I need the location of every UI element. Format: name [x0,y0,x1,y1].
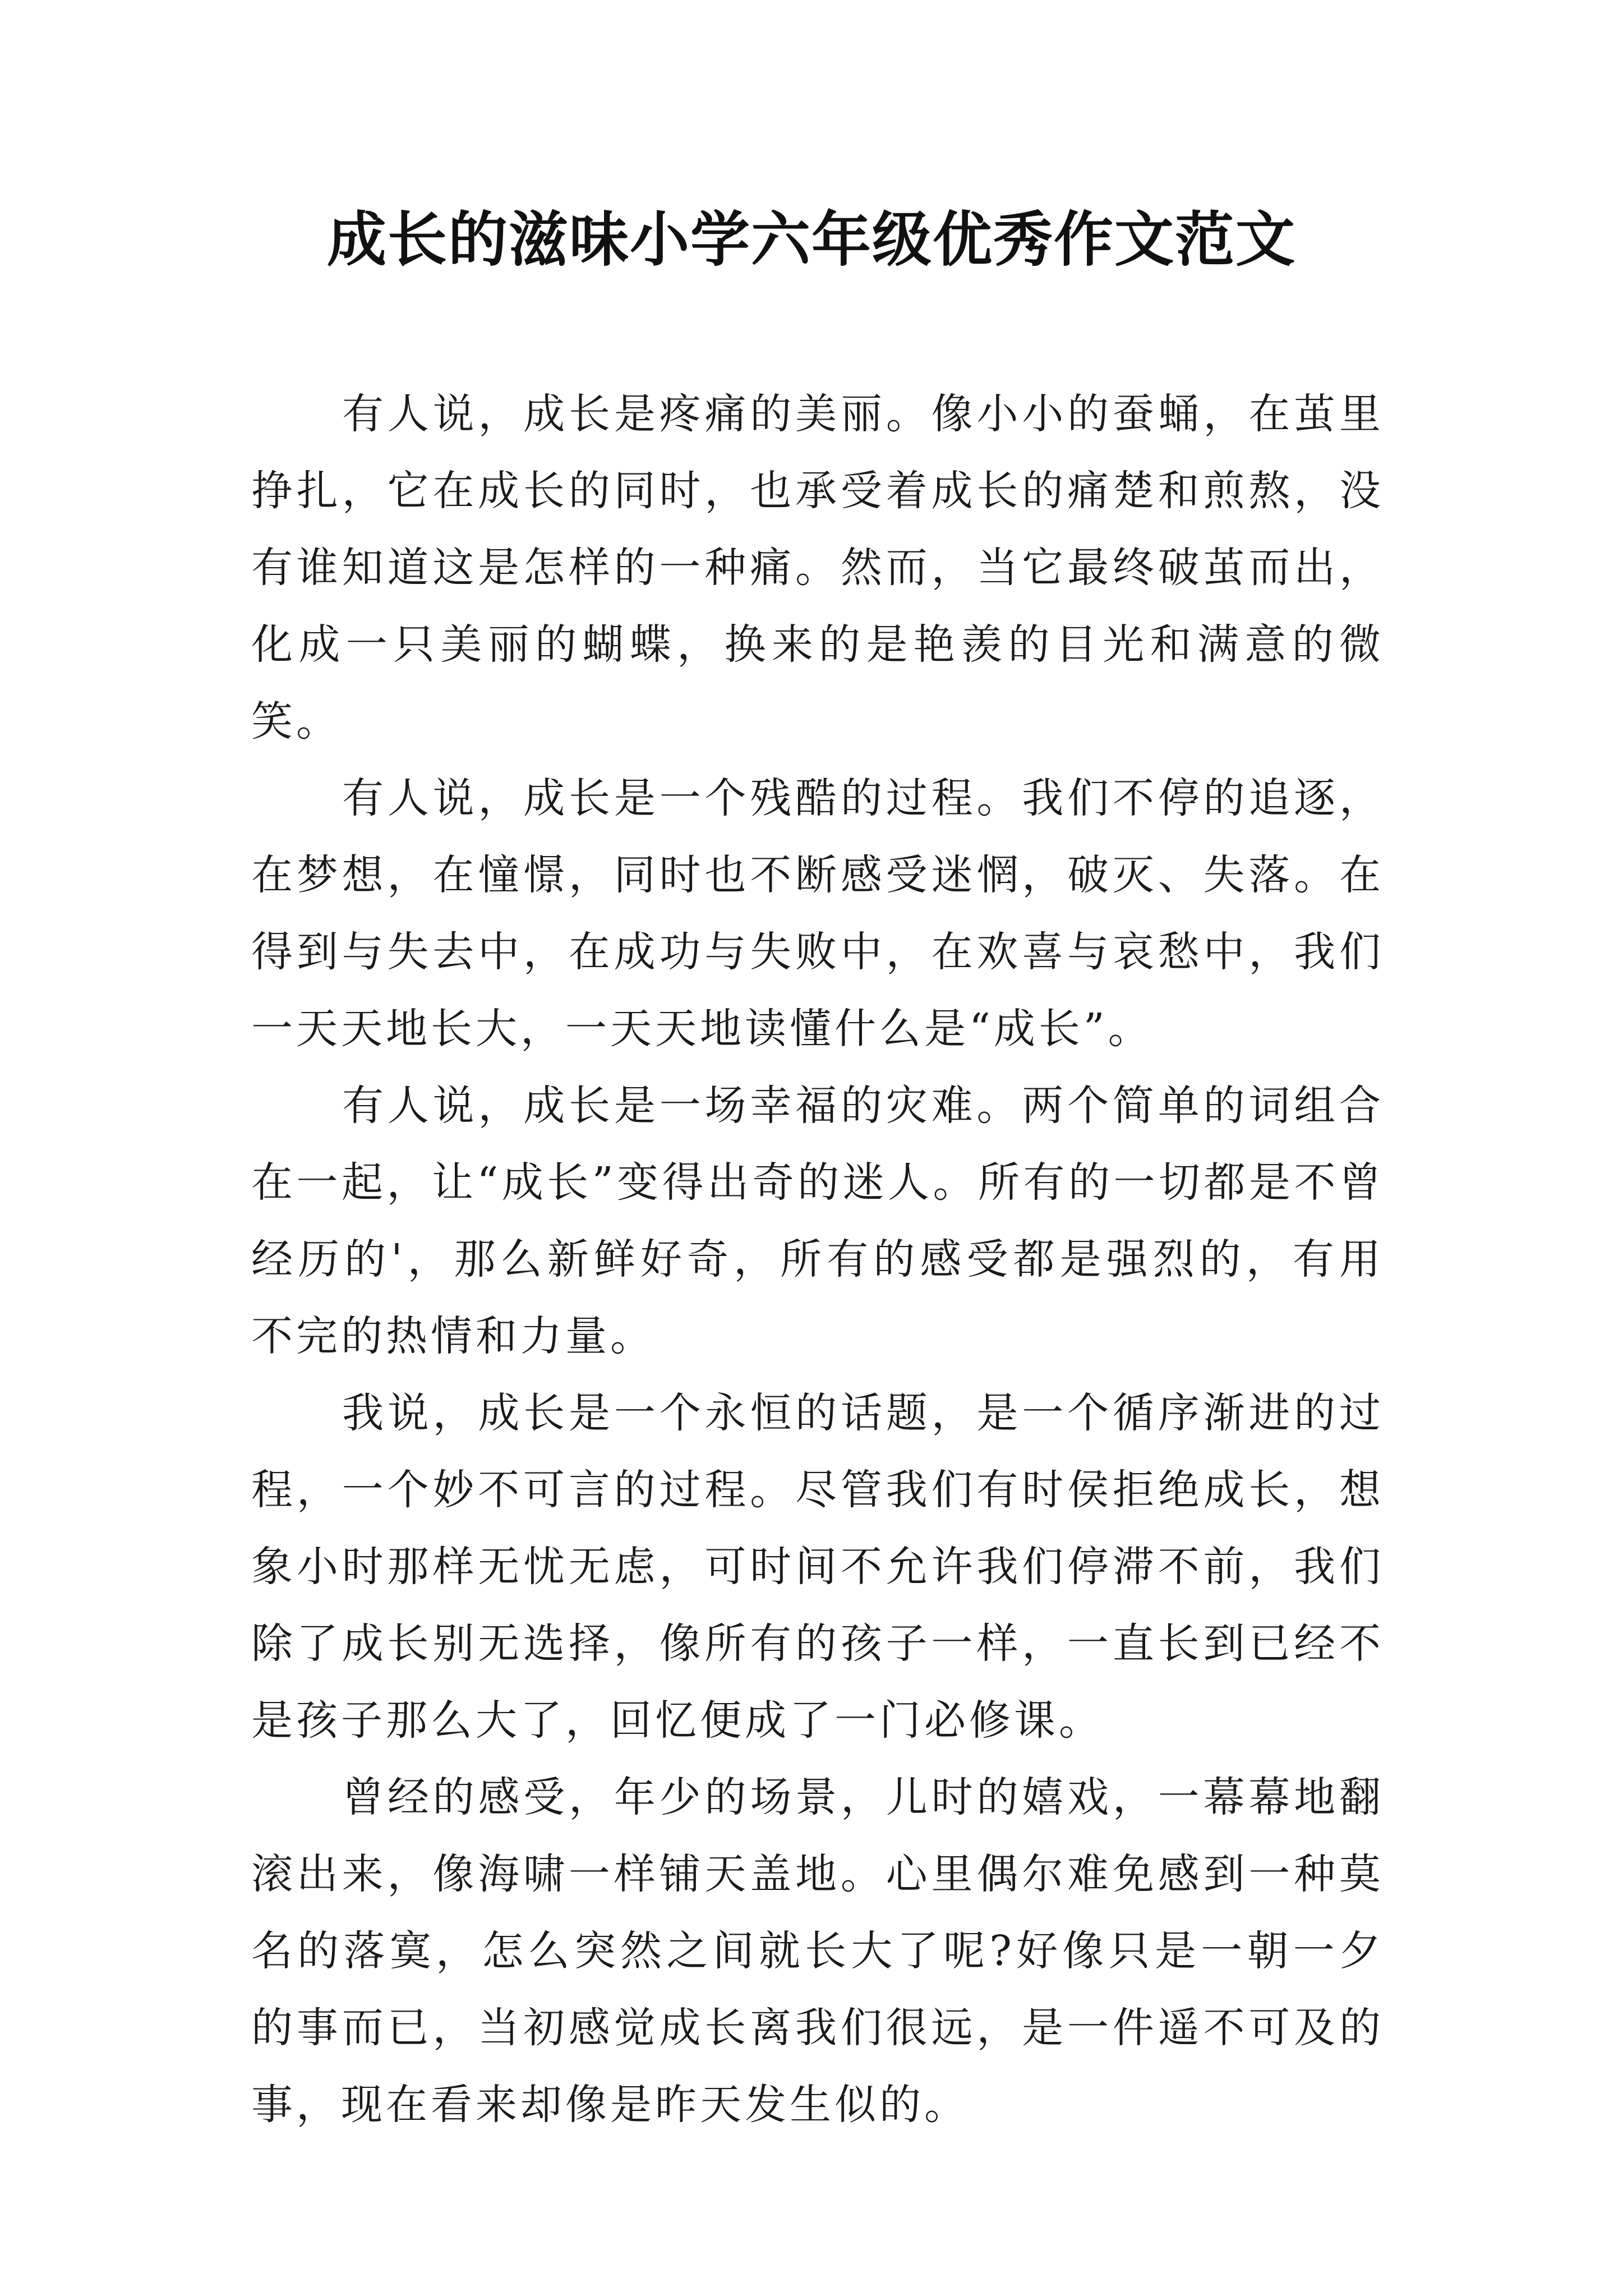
paragraph-1: 有人说，成长是疼痛的美丽。像小小的蚕蛹，在茧里挣扎，它在成长的同时，也承受着成长的痛楚和煎熬，没有谁知道这是怎样的一种痛。然而，当它最终破茧而出，化成一只美丽的蝴蝶，换来的是艳羡的目光和满意的微笑。 [251,390,1384,746]
document-title: 成长的滋味小学六年级优秀作文范文 [327,204,1296,274]
document-body [251,376,1384,2143]
paragraph-2: 有人说，成长是一个残酷的过程。我们不停的追逐，在梦想，在憧憬，同时也不断感受迷惘，破灭、失落。在得到与失去中，在成功与失败中，在欢喜与哀愁中，我们一天天地长大，一天天地读懂什么是“成长”。 [251,774,1384,1053]
paragraph-4: 我说，成长是一个永恒的话题，是一个循序渐进的过程，一个妙不可言的过程。尽管我们有时侯拒绝成长，想象小时那样无忧无虑，可时间不允许我们停滞不前，我们除了成长别无选择，像所有的孩子一样，一直长到已经不是孩子那么大了，回忆便成了一门必修课。 [251,1389,1384,1745]
paragraph-3: 有人说，成长是一场幸福的灾难。两个简单的词组合在一起，让“成长”变得出奇的迷人。所有的一切都是不曾经历的'，那么新鲜好奇，所有的感受都是强烈的，有用不完的热情和力量。 [251,1082,1384,1360]
paragraph-5: 曾经的感受，年少的场景，儿时的嬉戏，一幕幕地翻滚出来，像海啸一样铺天盖地。心里偶尔难免感到一种莫名的落寞，怎么突然之间就长大了呢?好像只是一朝一夕的事而已，当初感觉成长离我们很远，是一件遥不可及的事，现在看来却像是昨天发生似的。 [251,1773,1384,2129]
